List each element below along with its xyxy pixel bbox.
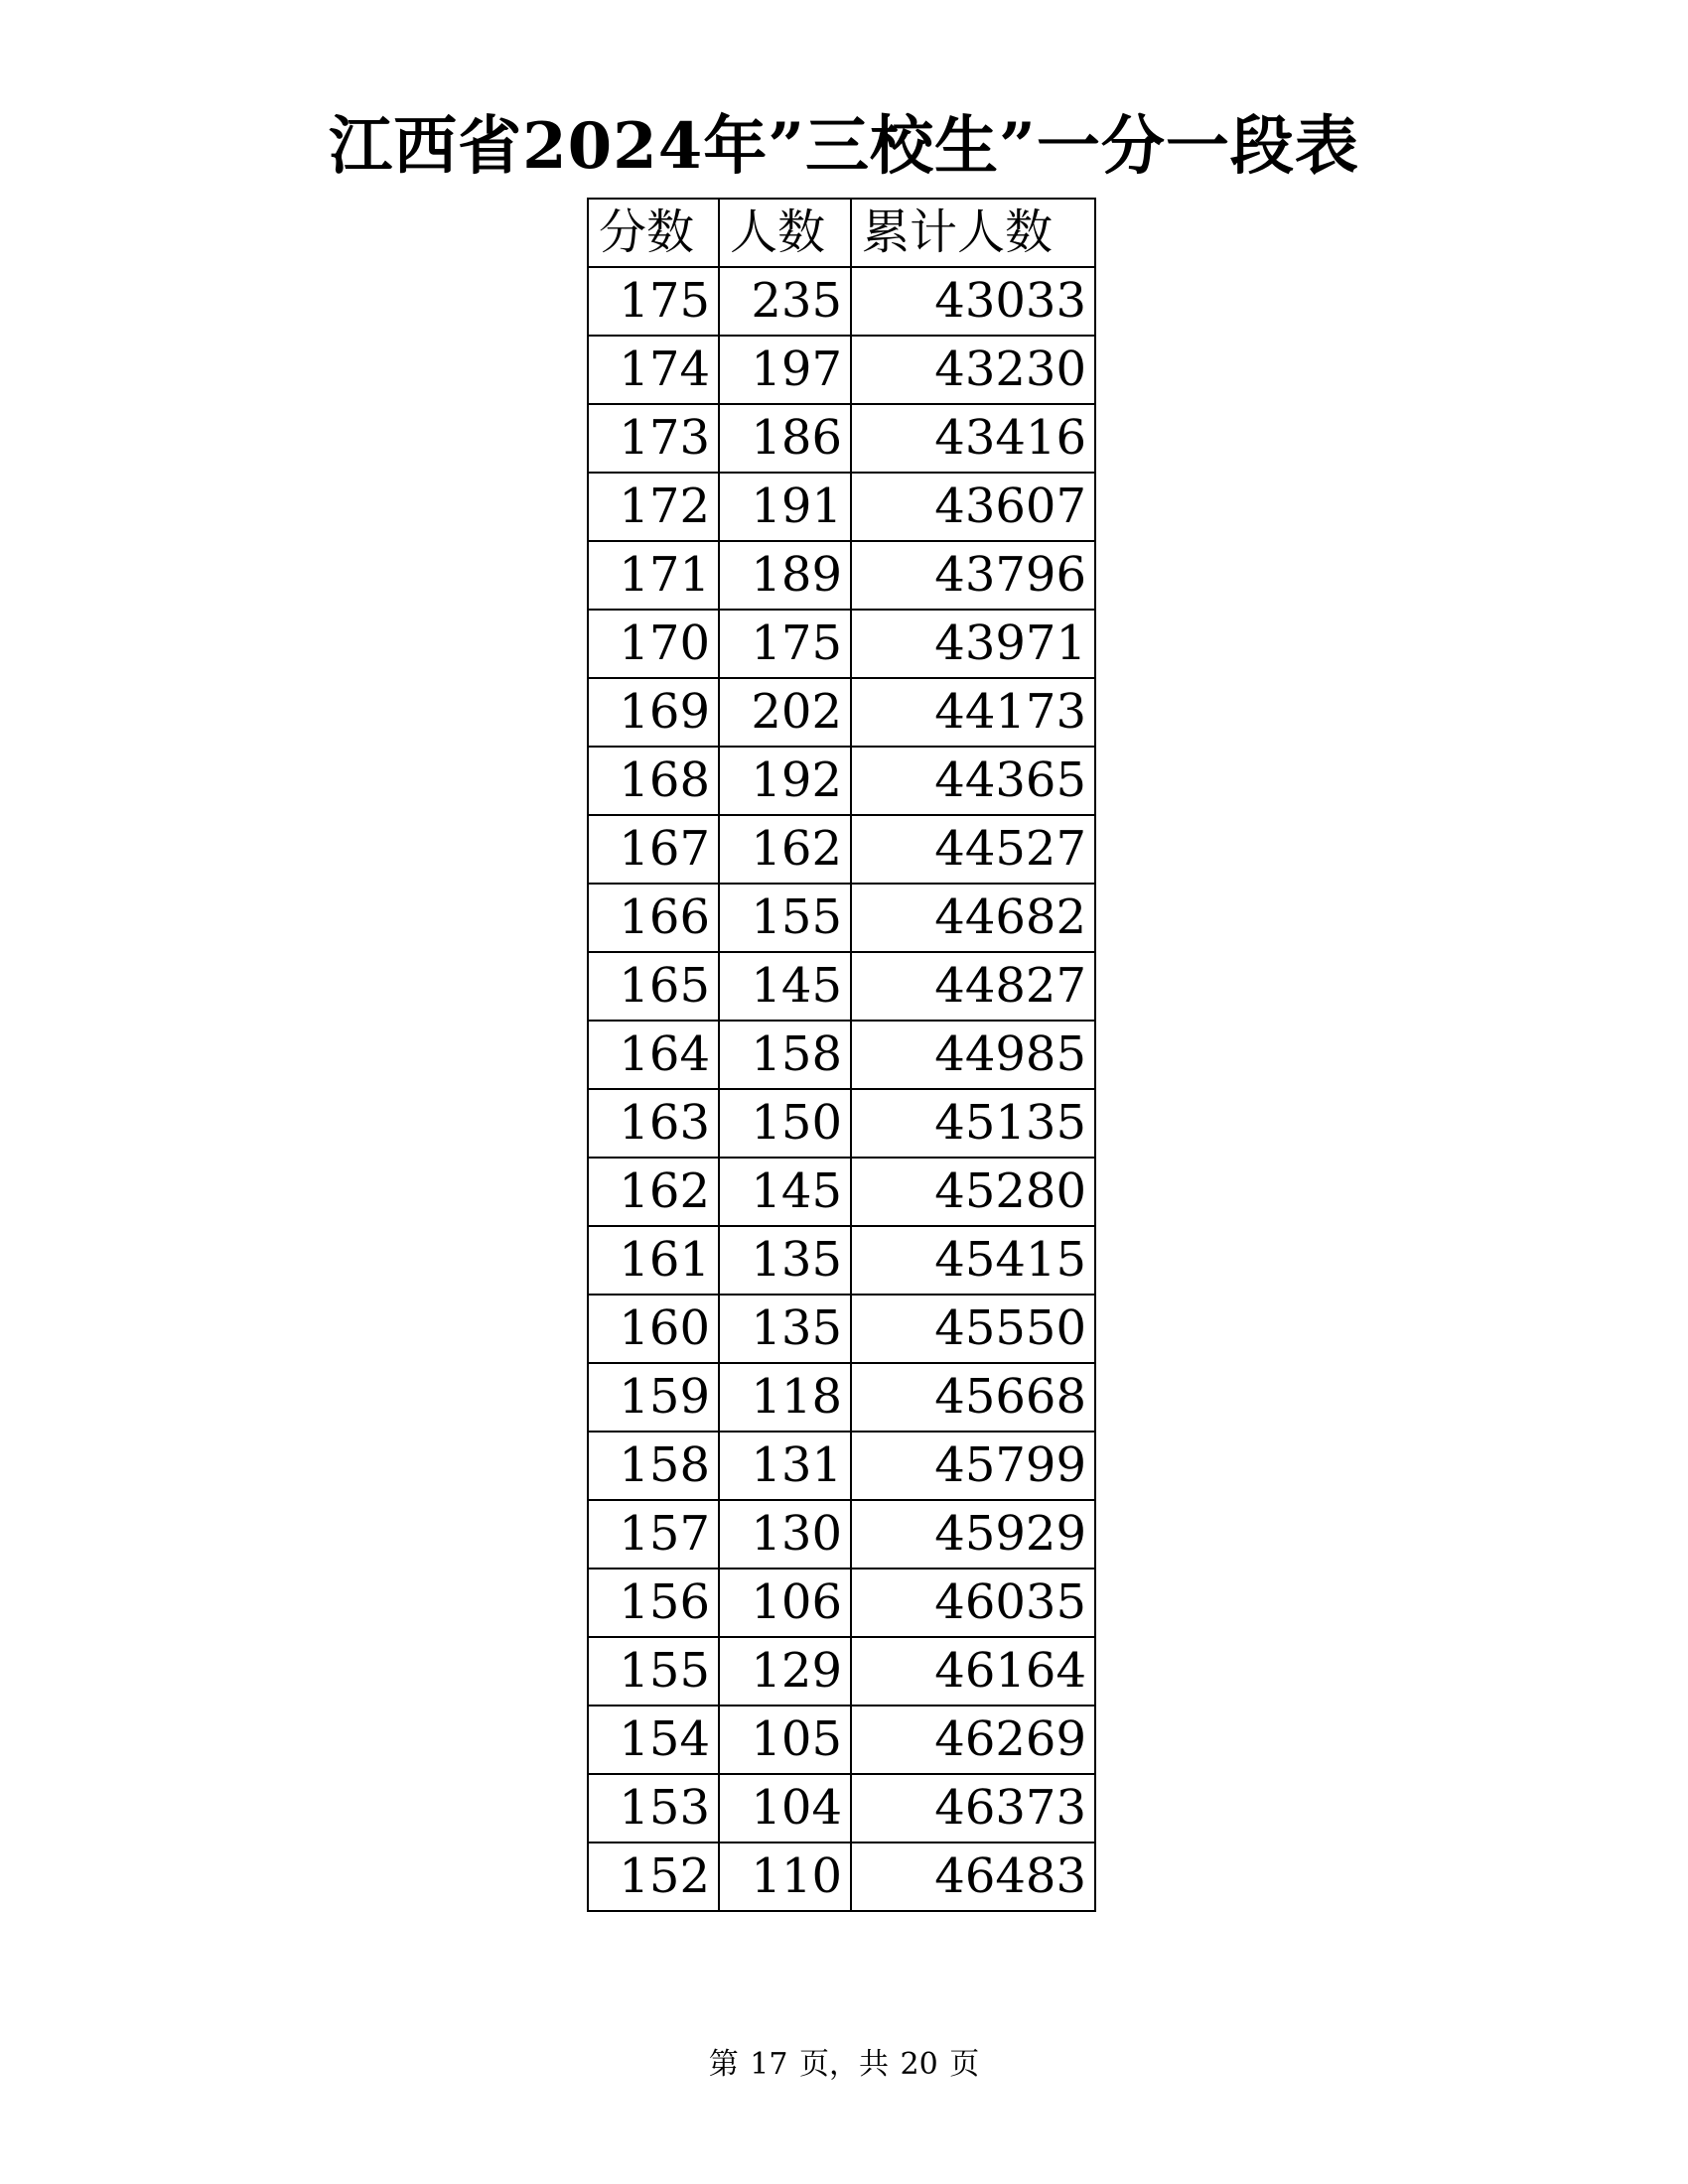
cumulative-cell: 43033 xyxy=(851,267,1095,336)
score-cell: 156 xyxy=(588,1569,719,1637)
count-cell: 106 xyxy=(719,1569,851,1637)
score-cell: 170 xyxy=(588,610,719,678)
count-cell: 131 xyxy=(719,1432,851,1500)
table-row xyxy=(588,1295,1095,1363)
cumulative-cell: 44682 xyxy=(851,884,1095,952)
score-cell: 158 xyxy=(588,1432,719,1500)
count-cell: 105 xyxy=(719,1706,851,1774)
table-row xyxy=(588,267,1095,336)
column-header-score: 分数 xyxy=(588,199,719,267)
table-row xyxy=(588,884,1095,952)
cumulative-cell: 45550 xyxy=(851,1295,1095,1363)
page-footer: 第 17 页，共 20 页 xyxy=(708,2047,980,2082)
count-cell: 150 xyxy=(719,1089,851,1158)
cumulative-cell: 46035 xyxy=(851,1569,1095,1637)
score-cell: 157 xyxy=(588,1500,719,1569)
count-cell: 191 xyxy=(719,473,851,541)
table-row xyxy=(588,1363,1095,1432)
cumulative-cell: 44827 xyxy=(851,952,1095,1021)
table-row xyxy=(588,1569,1095,1637)
table-row xyxy=(588,336,1095,404)
count-cell: 192 xyxy=(719,747,851,815)
count-cell: 130 xyxy=(719,1500,851,1569)
score-cell: 172 xyxy=(588,473,719,541)
cumulative-cell: 44365 xyxy=(851,747,1095,815)
score-cell: 161 xyxy=(588,1226,719,1295)
cumulative-cell: 44985 xyxy=(851,1021,1095,1089)
score-cell: 153 xyxy=(588,1774,719,1843)
column-header-count: 人数 xyxy=(719,199,851,267)
count-cell: 129 xyxy=(719,1637,851,1706)
score-cell: 162 xyxy=(588,1158,719,1226)
cumulative-cell: 43607 xyxy=(851,473,1095,541)
score-cell: 166 xyxy=(588,884,719,952)
table-row xyxy=(588,1500,1095,1569)
count-cell: 202 xyxy=(719,678,851,747)
score-cell: 152 xyxy=(588,1843,719,1911)
score-cell: 155 xyxy=(588,1637,719,1706)
score-cell: 164 xyxy=(588,1021,719,1089)
column-header-cumulative: 累计人数 xyxy=(851,199,1095,267)
count-cell: 118 xyxy=(719,1363,851,1432)
cumulative-cell: 44173 xyxy=(851,678,1095,747)
table-row xyxy=(588,815,1095,884)
table-row xyxy=(588,541,1095,610)
score-cell: 165 xyxy=(588,952,719,1021)
cumulative-cell: 43796 xyxy=(851,541,1095,610)
count-cell: 135 xyxy=(719,1295,851,1363)
table-body xyxy=(588,267,1095,1911)
cumulative-cell: 45799 xyxy=(851,1432,1095,1500)
score-cell: 169 xyxy=(588,678,719,747)
count-cell: 110 xyxy=(719,1843,851,1911)
table-row xyxy=(588,1774,1095,1843)
count-cell: 155 xyxy=(719,884,851,952)
count-cell: 197 xyxy=(719,336,851,404)
cumulative-cell: 43971 xyxy=(851,610,1095,678)
table-row xyxy=(588,1432,1095,1500)
cumulative-cell: 43230 xyxy=(851,336,1095,404)
cumulative-cell: 43416 xyxy=(851,404,1095,473)
score-cell: 159 xyxy=(588,1363,719,1432)
score-cell: 174 xyxy=(588,336,719,404)
score-cell: 163 xyxy=(588,1089,719,1158)
score-cell: 167 xyxy=(588,815,719,884)
score-distribution-table xyxy=(587,198,1096,1912)
table-row xyxy=(588,1706,1095,1774)
score-cell: 173 xyxy=(588,404,719,473)
table-row xyxy=(588,610,1095,678)
table-row xyxy=(588,404,1095,473)
count-cell: 189 xyxy=(719,541,851,610)
cumulative-cell: 44527 xyxy=(851,815,1095,884)
count-cell: 235 xyxy=(719,267,851,336)
table-row xyxy=(588,1637,1095,1706)
cumulative-cell: 45135 xyxy=(851,1089,1095,1158)
cumulative-cell: 45415 xyxy=(851,1226,1095,1295)
cumulative-cell: 46269 xyxy=(851,1706,1095,1774)
cumulative-cell: 45929 xyxy=(851,1500,1095,1569)
page-title: 江西省2024年”三校生”一分一段表 xyxy=(329,109,1359,184)
table-row xyxy=(588,952,1095,1021)
table-row xyxy=(588,747,1095,815)
count-cell: 186 xyxy=(719,404,851,473)
cumulative-cell: 45668 xyxy=(851,1363,1095,1432)
count-cell: 145 xyxy=(719,1158,851,1226)
cumulative-cell: 46483 xyxy=(851,1843,1095,1911)
count-cell: 145 xyxy=(719,952,851,1021)
table-row xyxy=(588,1226,1095,1295)
cumulative-cell: 46164 xyxy=(851,1637,1095,1706)
table-row xyxy=(588,1089,1095,1158)
table-header xyxy=(588,199,1095,267)
cumulative-cell: 46373 xyxy=(851,1774,1095,1843)
score-cell: 175 xyxy=(588,267,719,336)
table-row xyxy=(588,1843,1095,1911)
table-row xyxy=(588,1158,1095,1226)
table-row xyxy=(588,473,1095,541)
count-cell: 162 xyxy=(719,815,851,884)
score-cell: 171 xyxy=(588,541,719,610)
table-row xyxy=(588,678,1095,747)
score-cell: 168 xyxy=(588,747,719,815)
count-cell: 135 xyxy=(719,1226,851,1295)
cumulative-cell: 45280 xyxy=(851,1158,1095,1226)
count-cell: 104 xyxy=(719,1774,851,1843)
count-cell: 175 xyxy=(719,610,851,678)
count-cell: 158 xyxy=(719,1021,851,1089)
table-header-row xyxy=(588,199,1095,267)
score-cell: 154 xyxy=(588,1706,719,1774)
score-cell: 160 xyxy=(588,1295,719,1363)
table-row xyxy=(588,1021,1095,1089)
